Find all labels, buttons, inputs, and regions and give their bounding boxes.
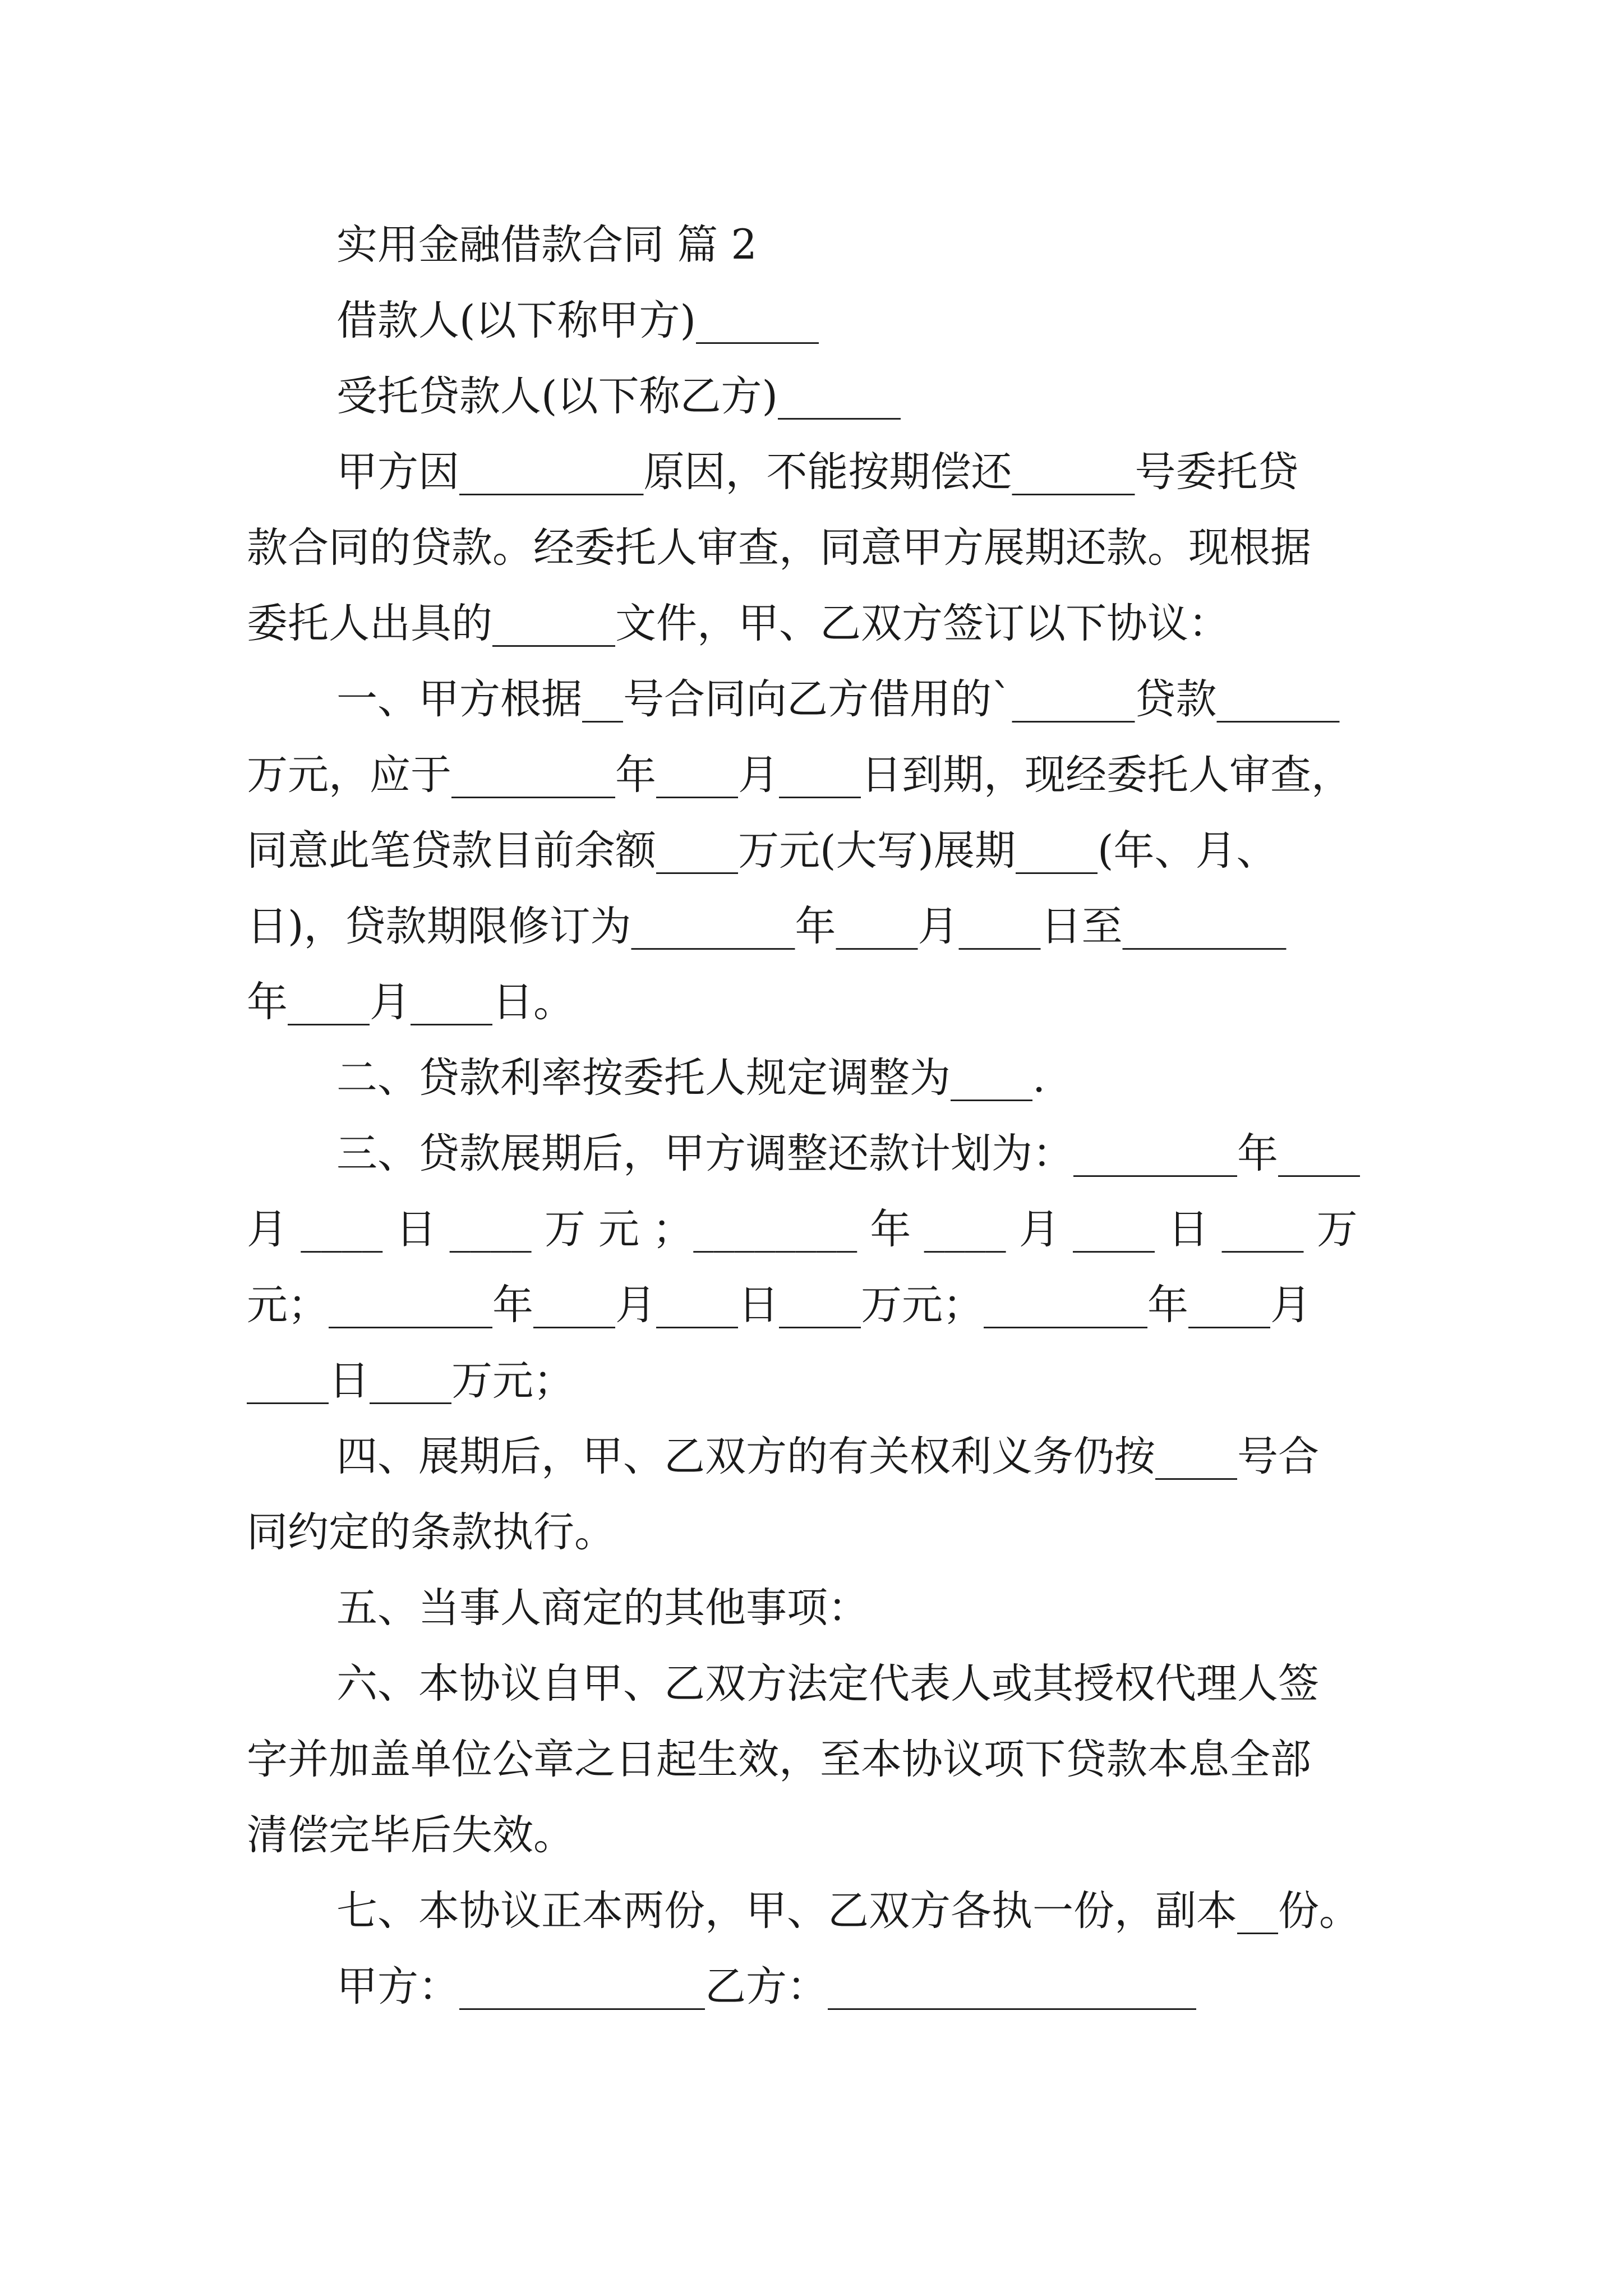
clause-1-line: 同意此笔贷款目前余额____万元(大写)展期____(年、月、: [247, 827, 1278, 875]
clause-1-line: 年____月____日。: [247, 978, 574, 1026]
clause-3-line: 三、贷款展期后，甲方调整还款计划为：________年____: [336, 1130, 1360, 1177]
clause-3-line: 月 ____ 日 ____ 万 元 ；________ 年 ____ 月 ____ 日 ____ 万: [247, 1205, 1358, 1253]
clause-1-line: 日)，贷款期限修订为________年____月____日至________: [247, 903, 1287, 950]
clause-6-line: 清偿完毕后失效。: [247, 1811, 574, 1859]
clause-5-line: 五、当事人商定的其他事项：: [336, 1584, 869, 1632]
clause-3-line: 元；________年____月____日____万元；________年____月: [247, 1281, 1311, 1329]
clause-2-line: 二、贷款利率按委托人规定调整为____.: [336, 1054, 1046, 1102]
preamble-line: 委托人出具的______文件，甲、乙双方签订以下协议：: [247, 600, 1229, 647]
document-title: 实用金融借款合同 篇 2: [336, 221, 757, 269]
clause-1-line: 一、甲方根据__号合同向乙方借用的`______贷款______: [336, 675, 1340, 723]
preamble-line: 款合同的贷款。经委托人审查，同意甲方展期还款。现根据: [247, 524, 1311, 572]
clause-1-line: 万元，应于________年____月____日到期，现经委托人审查，: [247, 751, 1352, 799]
clause-6-line: 六、本协议自甲、乙双方法定代表人或其授权代理人签: [336, 1660, 1319, 1708]
preamble-line: 甲方因_________原因，不能按期偿还______号委托贷: [336, 448, 1299, 496]
signature-line: 甲方：____________乙方：__________________: [336, 1963, 1196, 2010]
clause-6-line: 字并加盖单位公章之日起生效，至本协议项下贷款本息全部: [247, 1736, 1311, 1783]
clause-4-line: 四、展期后，甲、乙双方的有关权利义务仍按____号合: [336, 1433, 1319, 1480]
clause-7-line: 七、本协议正本两份，甲、乙双方各执一份，副本__份。: [336, 1887, 1360, 1935]
borrower-line: 借款人(以下称甲方)______: [336, 297, 819, 344]
lender-line: 受托贷款人(以下称乙方)______: [336, 372, 901, 420]
clause-3-line: ____日____万元；: [247, 1357, 574, 1405]
clause-4-line: 同约定的条款执行。: [247, 1508, 615, 1556]
